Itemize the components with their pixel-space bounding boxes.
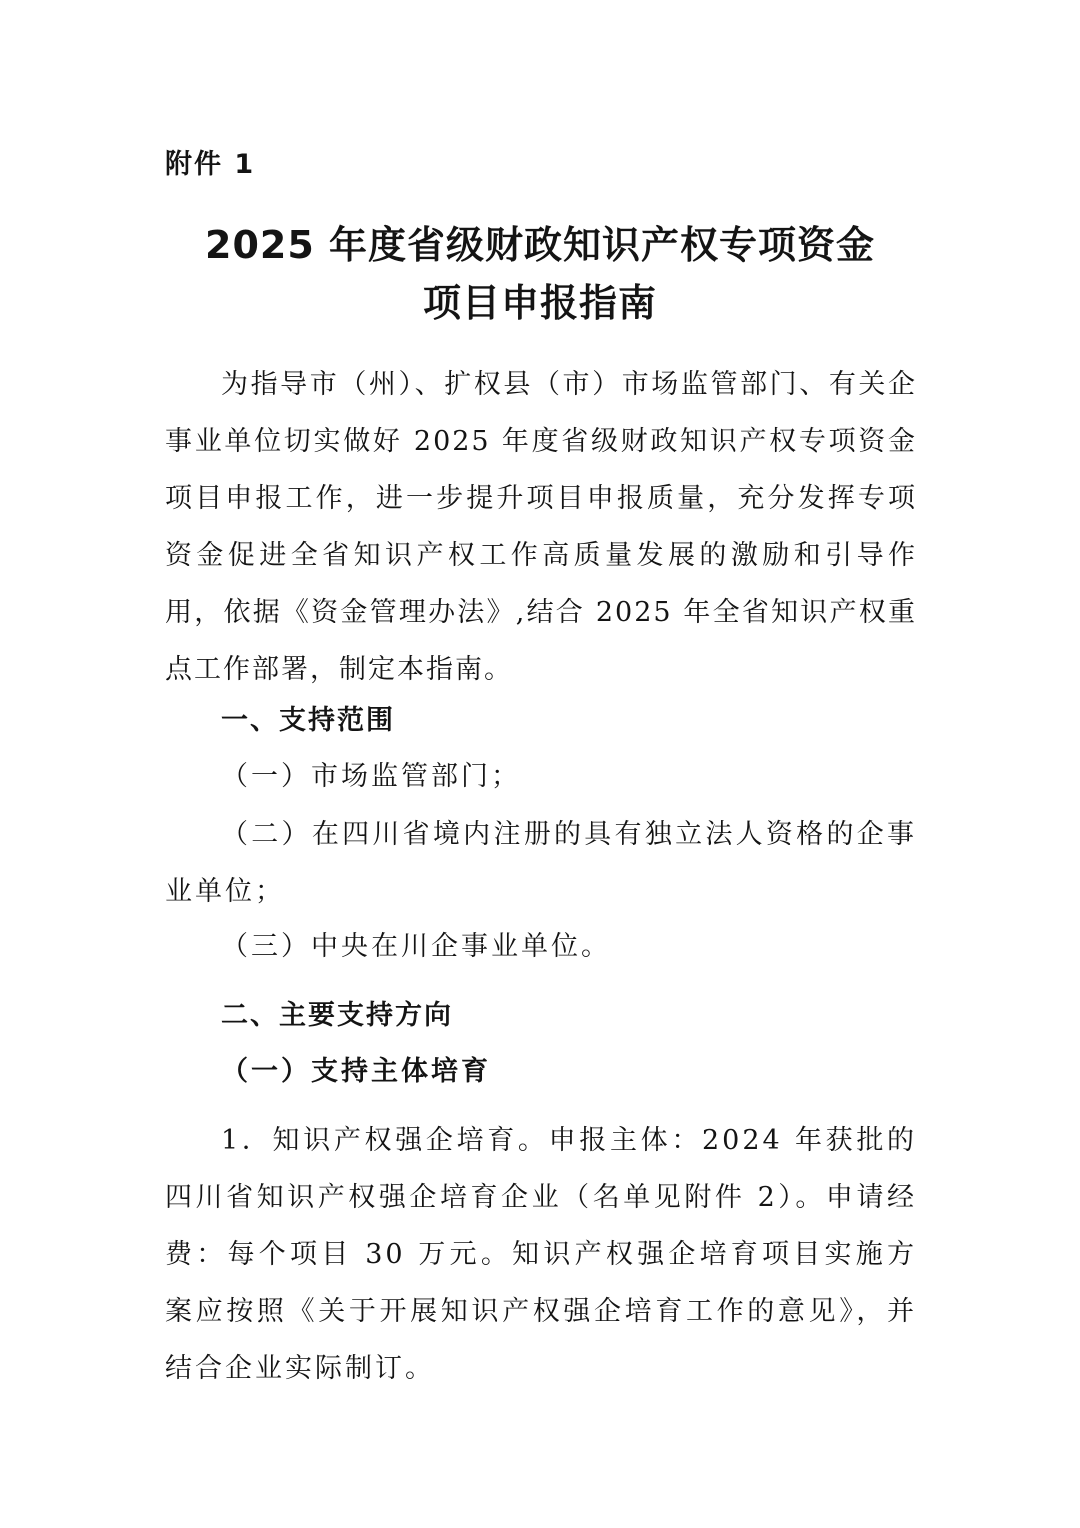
section-1-heading: 一、支持范围 — [221, 705, 395, 736]
section-2-subheading: （一）支持主体培育 — [221, 1056, 491, 1087]
section-1-item-3: （三）中央在川企事业单位。 — [221, 931, 611, 962]
attachment-label: 附件 1 — [165, 149, 256, 180]
section-2-heading: 二、主要支持方向 — [221, 1000, 453, 1031]
document-title-line-1: 2025 年度省级财政知识产权专项资金 — [205, 223, 875, 267]
intro-paragraph: 为指导市（州）、扩权县（市）市场监管部门、有关企事业单位切实做好 2025 年度省级财政知识产权专项资金项目申报工作，进一步提升项目申报质量，充分发挥专项资金促进全省知识产权工作高质量发展的激励和引导作用，依据《资金管理办法》,结合 2025 年全省知识产权重点工作部署，制定本指南。 — [165, 369, 917, 685]
section-2-item-1: 1．知识产权强企培育。申报主体：2024 年获批的四川省知识产权强企培育企业（名单见附件 2）。申请经费：每个项目 30 万元。知识产权强企培育项目实施方案应按照《关于开展知识产权强企培育工作的意见》，并结合企业实际制订。 — [165, 1125, 917, 1384]
section-1-item-2: （二）在四川省境内注册的具有独立法人资格的企事业单位； — [165, 819, 917, 907]
section-1-item-1: （一）市场监管部门； — [221, 761, 521, 792]
document-title-line-2: 项目申报指南 — [422, 281, 657, 325]
